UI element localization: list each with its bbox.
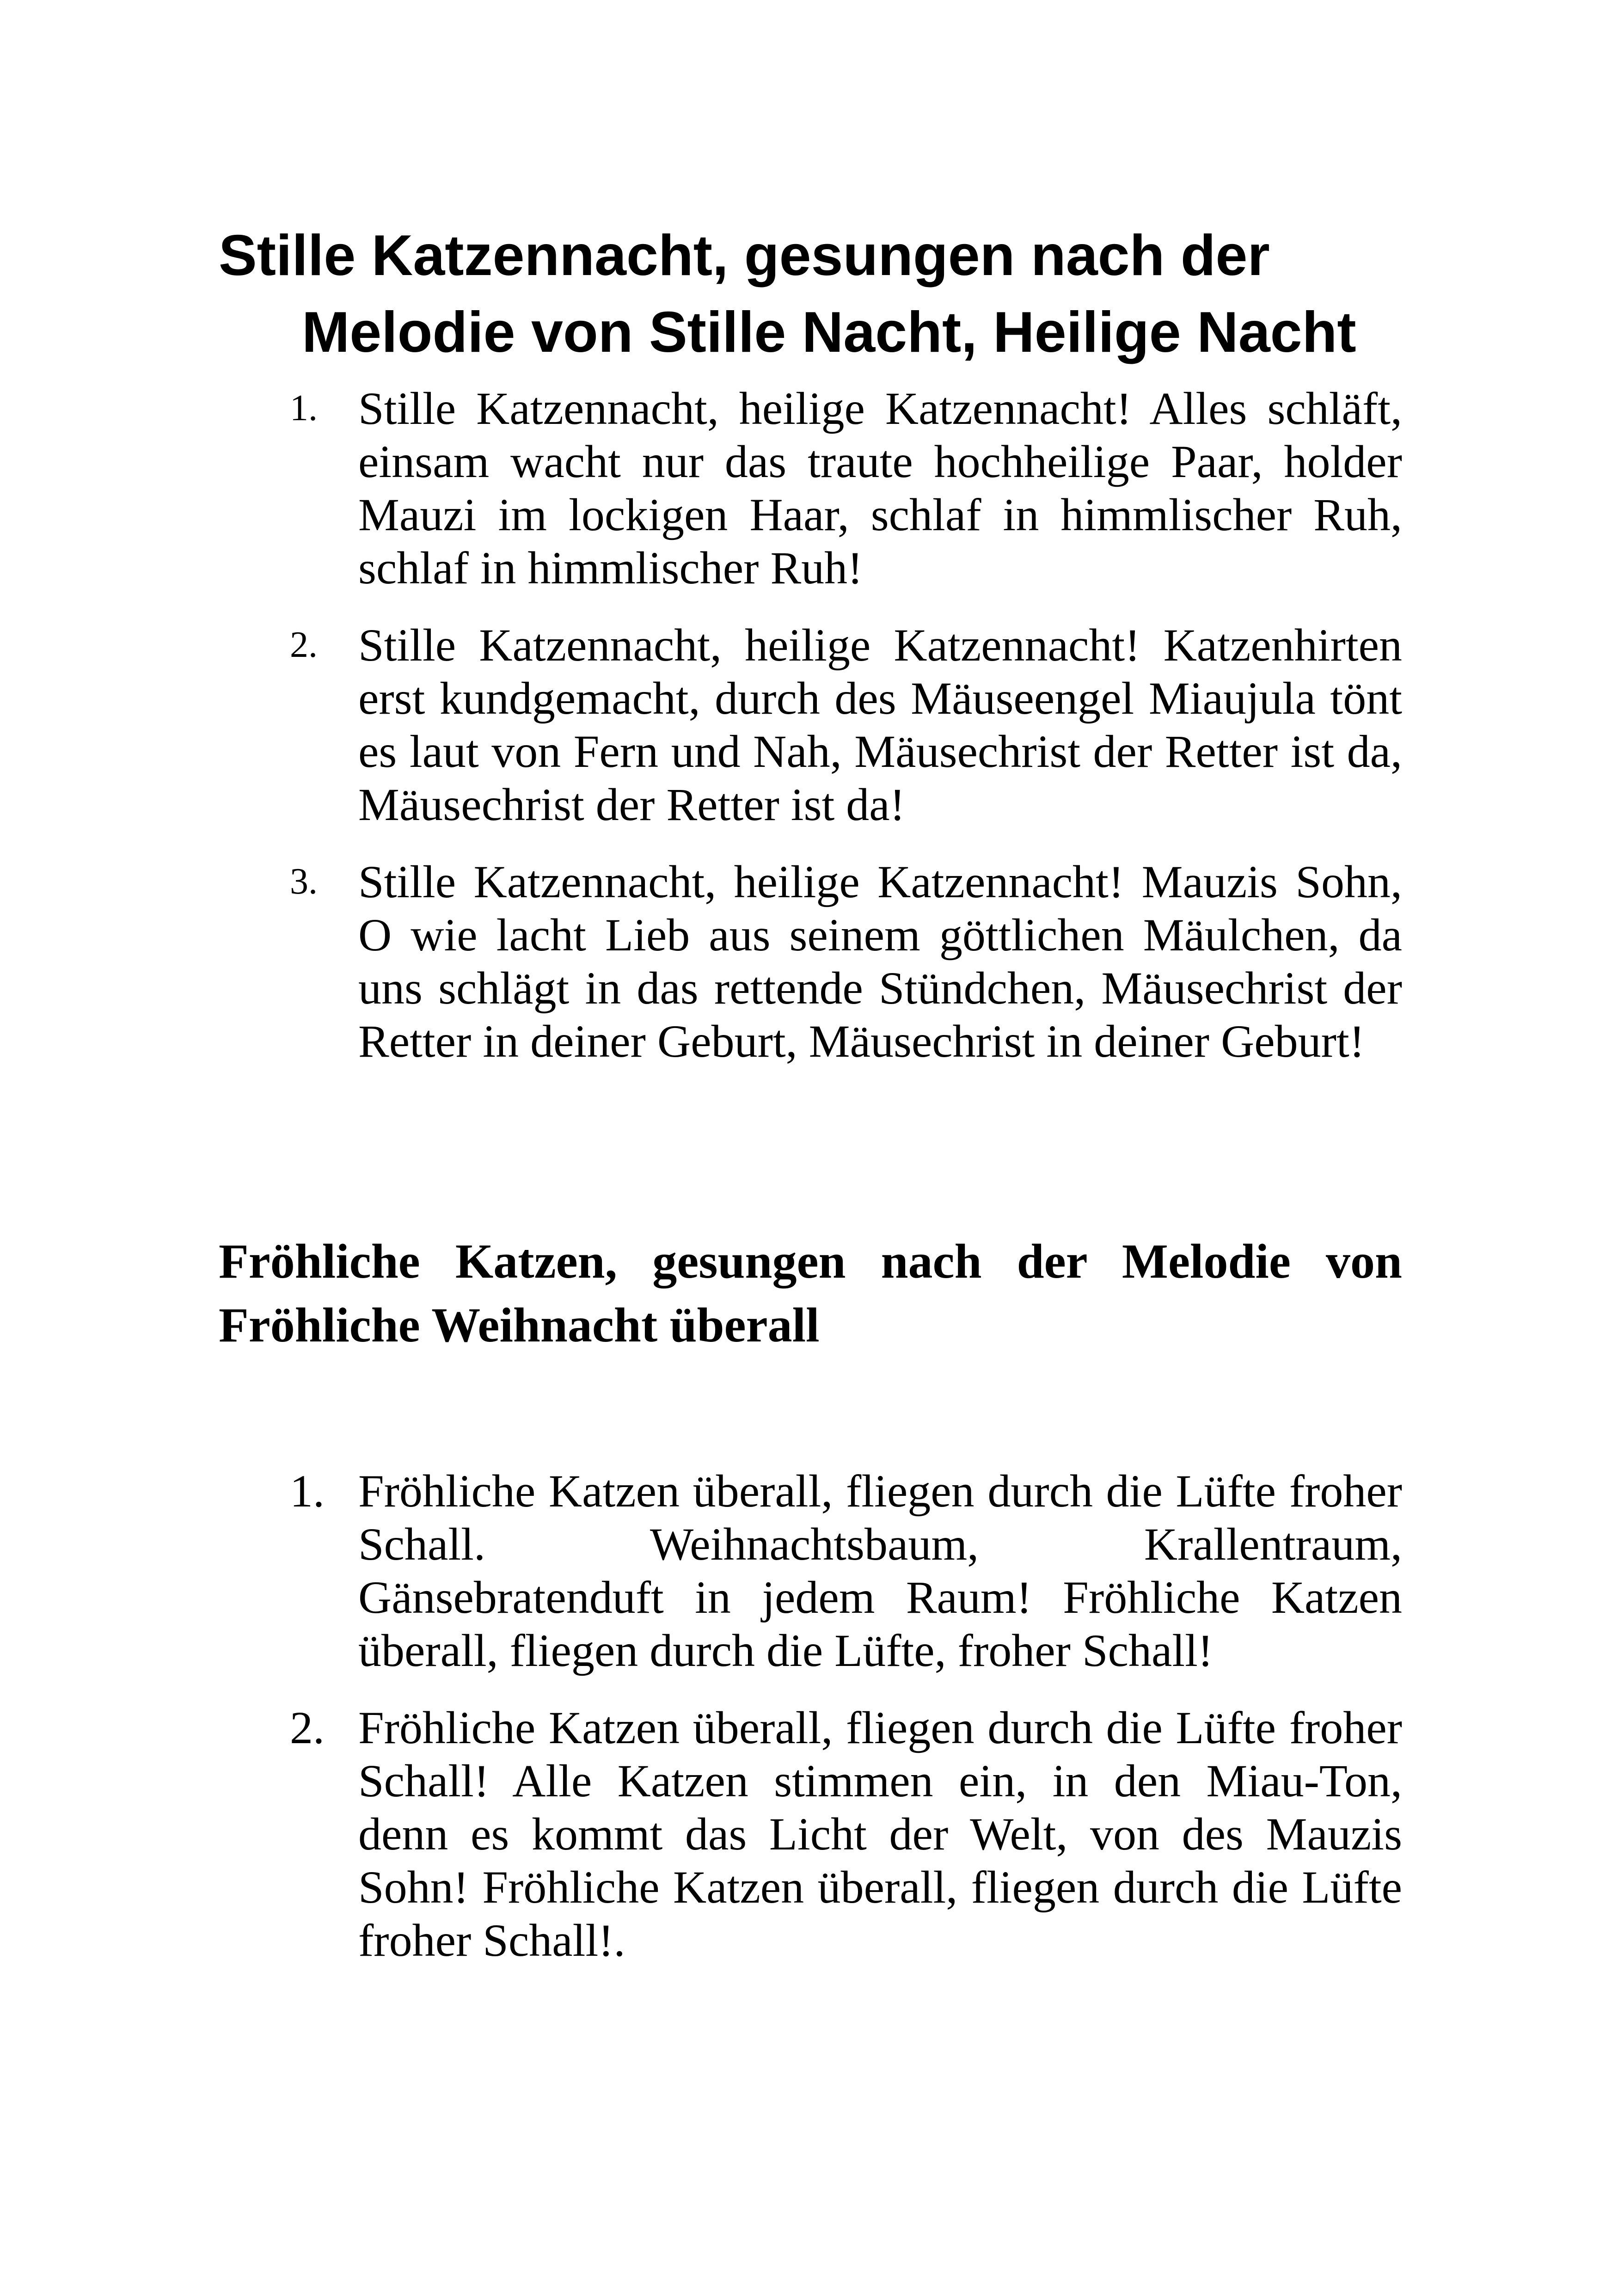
- verse-number: 3.: [290, 861, 318, 902]
- verse-text: Stille Katzennacht, heilige Katzennacht! Katzenhirten erst kundgemacht, durch des Mäuseengel Miaujula tönt es laut von Fern und Nah, Mäusechrist der Retter ist da, Mäusechrist der Retter ist da!: [358, 619, 1402, 830]
- verse-text: Fröhliche Katzen überall, fliegen durch die Lüfte froher Schall! Alle Katzen stimmen ein, in den Miau-Ton, denn es kommt das Licht der Welt, von des Mauzis Sohn! Fröhliche Katzen überall, fliegen durch die Lüfte froher Schall!.: [358, 1702, 1402, 1966]
- song-title: Fröhliche Katzen, gesungen nach der Melodie von Fröhliche Weihnacht überall: [219, 1234, 1402, 1352]
- verse-text: Stille Katzennacht, heilige Katzennacht! Alles schläft, einsam wacht nur das traute hochheilige Paar, holder Mauzi im lockigen Haar, schlaf in himmlischer Ruh, schlaf in himmlischer Ruh!: [358, 383, 1402, 594]
- verse-item: [219, 618, 1402, 831]
- verse-list: [219, 1464, 1402, 1967]
- verse-number: 1.: [290, 1465, 325, 1517]
- verse-number: 1.: [290, 388, 318, 429]
- verse-item: [219, 855, 1402, 1068]
- verse-item: [219, 1464, 1402, 1677]
- song-title: Stille Katzennacht, gesungen nach der Melodie von Stille Nacht, Heilige Nacht: [219, 224, 1356, 364]
- verse-list: [219, 382, 1402, 1068]
- verse-text: Fröhliche Katzen überall, fliegen durch die Lüfte froher Schall. Weihnachtsbaum, Krallentraum, Gänsebratenduft in jedem Raum! Fröhliche Katzen überall, fliegen durch die Lüfte, froher Schall!: [358, 1465, 1402, 1676]
- verse-text: Stille Katzennacht, heilige Katzennacht! Mauzis Sohn, O wie lacht Lieb aus seinem göttlichen Mäulchen, da uns schlägt in das rettende Stündchen, Mäusechrist der Retter in deiner Geburt, Mäusechrist in deiner Geburt!: [358, 856, 1402, 1067]
- verse-item: [219, 382, 1402, 594]
- verse-item: [219, 1701, 1402, 1967]
- verse-number: 2.: [290, 625, 318, 665]
- verse-number: 2.: [290, 1702, 325, 1753]
- song-froehliche-katzen: [219, 1230, 1402, 1991]
- song-stille-katzennacht: [219, 217, 1402, 1092]
